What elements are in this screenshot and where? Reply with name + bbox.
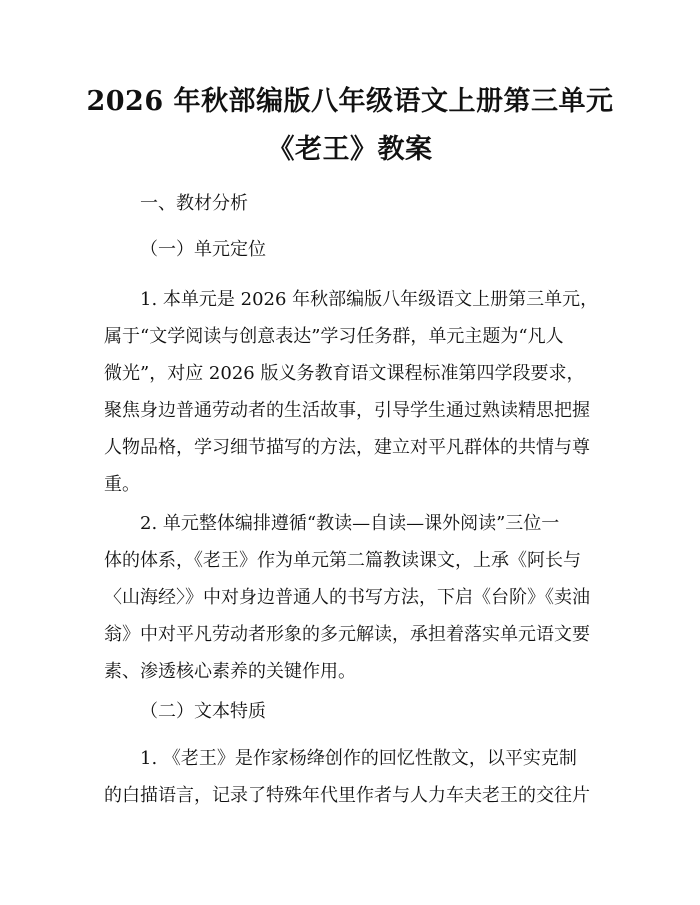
paragraph-line: 2. 单元整体编排遵循“教读—自读—课外阅读”三位一 <box>140 513 560 534</box>
paragraph-line: 人物品格，学习细节描写的方法，建立对平凡群体的共情与尊 <box>104 437 590 458</box>
paragraph-line: 属于“文学阅读与创意表达”学习任务群，单元主题为“凡人 <box>104 326 564 347</box>
paragraph-line: 1. 本单元是 2026 年秋部编版八年级语文上册第三单元， <box>140 289 599 310</box>
paragraph-line: 重。 <box>104 474 140 495</box>
paragraph-text-features-1 <box>104 740 596 814</box>
subsection-heading-unit-positioning: （一）单元定位 <box>140 239 266 260</box>
paragraph-line: 素、渗透核心素养的关键作用。 <box>104 661 356 682</box>
paragraph-line: 微光”，对应 2026 版义务教育语文课程标准第四学段要求， <box>104 363 585 384</box>
paragraph-line: 的白描语言，记录了特殊年代里作者与人力车夫老王的交往片 <box>104 785 590 806</box>
subsection-heading-text-features: （二）文本特质 <box>140 701 266 722</box>
paragraph-unit-positioning-1 <box>104 281 599 503</box>
paragraph-line: 聚焦身边普通劳动者的生活故事，引导学生通过熟读精思把握 <box>104 400 590 421</box>
document-title-line-2: 《老王》教案 <box>267 134 433 165</box>
document-title-line-1: 2026 年秋部编版八年级语文上册第三单元 <box>86 86 614 117</box>
paragraph-line: 〈山海经〉》中对身边普通人的书写方法，下启《台阶》《卖油 <box>104 587 590 608</box>
paragraph-line: 翁》中对平凡劳动者形象的多元解读，承担着落实单元语文要 <box>104 624 590 645</box>
paragraph-line: 体的体系，《老王》作为单元第二篇教读课文，上承《阿长与 <box>104 550 581 571</box>
section-heading-teaching-material-analysis: 一、教材分析 <box>140 193 248 214</box>
paragraph-line: 1. 《老王》是作家杨绛创作的回忆性散文，以平实克制 <box>140 748 577 769</box>
paragraph-unit-positioning-2 <box>104 505 596 690</box>
